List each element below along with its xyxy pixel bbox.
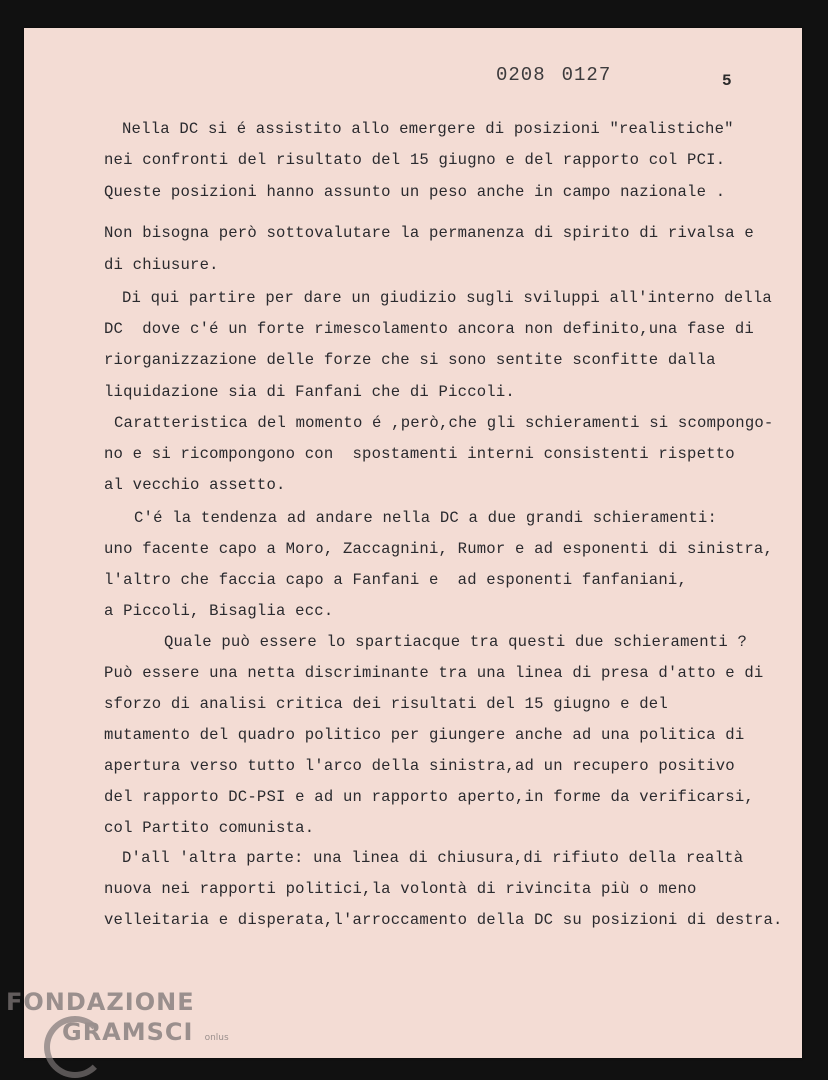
text-line: Caratteristica del momento é ,però,che gli schieramenti si scompongo- (114, 414, 774, 432)
text-line: uno facente capo a Moro, Zaccagnini, Rumor e ad esponenti di sinistra, (104, 540, 774, 558)
text-line: al vecchio assetto. (104, 476, 286, 494)
text-line: D'all 'altra parte: una linea di chiusura,di rifiuto della realtà (122, 849, 744, 867)
text-line: Di qui partire per dare un giudizio sugli sviluppi all'interno della (122, 289, 772, 307)
text-line: velleitaria e disperata,l'arroccamento della DC su posizioni di destra. (104, 911, 783, 929)
text-line: liquidazione sia di Fanfani che di Piccoli. (104, 383, 515, 401)
text-line: Nella DC si é assistito allo emergere di posizioni "realistiche" (122, 120, 734, 138)
watermark-line1: FONDAZIONE (6, 988, 195, 1016)
watermark-line3: onlus (204, 1033, 229, 1043)
text-line: nuova nei rapporti politici,la volontà di rivincita più o meno (104, 880, 697, 898)
text-line: col Partito comunista. (104, 819, 315, 837)
text-line: Quale può essere lo spartiacque tra questi due schieramenti ? (164, 633, 748, 651)
text-line: apertura verso tutto l'arco della sinistra,ad un recupero positivo (104, 757, 735, 775)
text-line: C'é la tendenza ad andare nella DC a due grandi schieramenti: (134, 509, 718, 527)
text-line: nei confronti del risultato del 15 giugno e del rapporto col PCI. (104, 151, 726, 169)
watermark-logo (6, 988, 229, 1046)
swirl-icon (44, 1016, 106, 1078)
text-line: Queste posizioni hanno assunto un peso anche in campo nazionale . (104, 183, 726, 201)
watermark-line2: GRAMSCI (62, 1018, 194, 1046)
text-line: a Piccoli, Bisaglia ecc. (104, 602, 334, 620)
text-line: riorganizzazione delle forze che si sono sentite sconfitte dalla (104, 351, 716, 369)
text-line: no e si ricompongono con spostamenti interni consistenti rispetto (104, 445, 735, 463)
archive-number-part: 0208 (496, 64, 546, 86)
archive-number (496, 64, 627, 86)
text-line: mutamento del quadro politico per giungere anche ad una politica di (104, 726, 745, 744)
text-line: Può essere una netta discriminante tra una linea di presa d'atto e di (104, 664, 764, 682)
text-line: DC dove c'é un forte rimescolamento ancora non definito,una fase di (104, 320, 754, 338)
text-line: Non bisogna però sottovalutare la permanenza di spirito di rivalsa e (104, 224, 754, 242)
text-line: sforzo di analisi critica dei risultati del 15 giugno e del (104, 695, 668, 713)
page-number: 5 (722, 72, 732, 90)
text-line: l'altro che faccia capo a Fanfani e ad esponenti fanfaniani, (104, 571, 688, 589)
text-line: del rapporto DC-PSI e ad un rapporto aperto,in forme da verificarsi, (104, 788, 754, 806)
text-line: di chiusure. (104, 256, 219, 274)
archive-number-part: 0127 (561, 64, 612, 86)
